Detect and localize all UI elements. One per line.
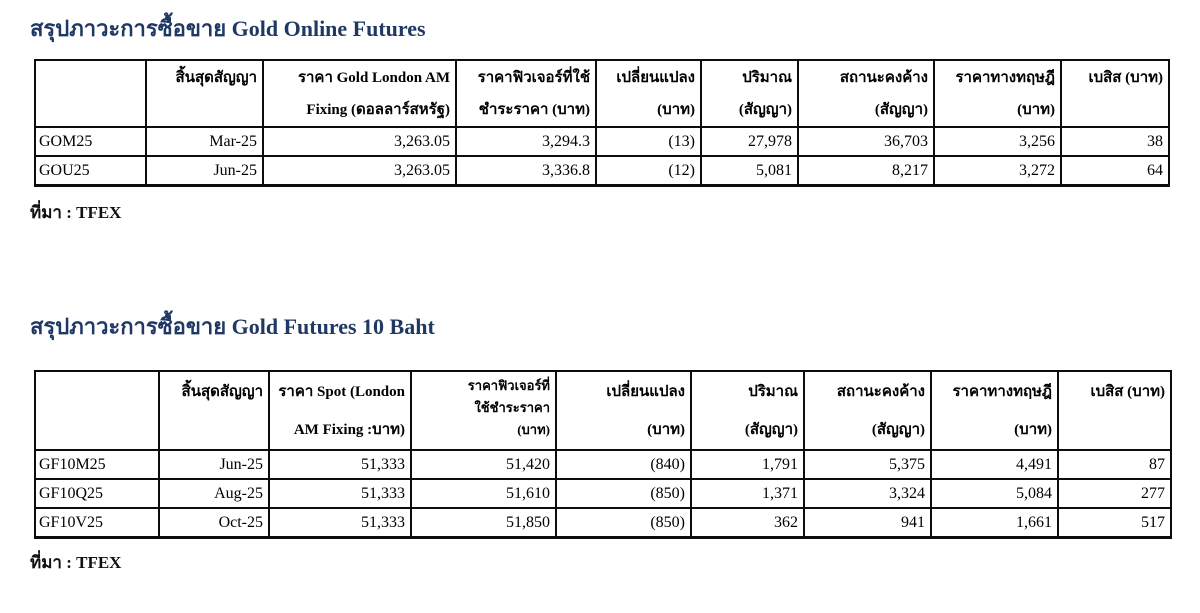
gold-futures-10baht-table: [34, 370, 1172, 539]
section2-title: สรุปภาวะการซื้อขาย Gold Futures 10 Baht: [30, 314, 435, 339]
cell-change: (850): [556, 508, 691, 538]
col-header-change: เปลี่ยนแปลง (บาท): [596, 60, 701, 127]
cell-theoretical-price: 3,256: [934, 127, 1061, 156]
table-row: [35, 508, 1171, 538]
source-note: ที่มา : TFEX: [30, 553, 122, 572]
cell-volume: 362: [691, 508, 804, 538]
cell-spot-price: 51,333: [269, 479, 411, 508]
cell-basis: 517: [1058, 508, 1171, 538]
cell-change: (840): [556, 450, 691, 479]
cell-basis: 277: [1058, 479, 1171, 508]
table2-header-row: [35, 371, 1171, 450]
cell-open-interest: 36,703: [798, 127, 934, 156]
col-header-expiry: สิ้นสุดสัญญา: [146, 60, 263, 127]
col-header-settlement-price: ราคาฟิวเจอร์ที่ใช้ ชำระราคา (บาท): [456, 60, 596, 127]
cell-change: (13): [596, 127, 701, 156]
cell-settlement-price: 3,294.3: [456, 127, 596, 156]
cell-contract: GOU25: [35, 156, 146, 186]
source-note: ที่มา : TFEX: [30, 203, 122, 222]
table-row: [35, 450, 1171, 479]
col-header-open-interest: สถานะคงค้าง (สัญญา): [804, 371, 931, 450]
table1-header-row: [35, 60, 1169, 127]
cell-spot-price: 3,263.05: [263, 156, 456, 186]
col-header-theoretical-price: ราคาทางทฤษฎี (บาท): [931, 371, 1058, 450]
col-header-change: เปลี่ยนแปลง (บาท): [556, 371, 691, 450]
cell-volume: 5,081: [701, 156, 798, 186]
table-row: [35, 479, 1171, 508]
cell-spot-price: 3,263.05: [263, 127, 456, 156]
cell-contract: GOM25: [35, 127, 146, 156]
cell-settlement-price: 51,850: [411, 508, 556, 538]
col-header-spot-price: ราคา Spot (London AM Fixing :บาท): [269, 371, 411, 450]
gold-online-futures-table: [34, 59, 1170, 187]
col-header-volume: ปริมาณ (สัญญา): [691, 371, 804, 450]
cell-volume: 1,371: [691, 479, 804, 508]
cell-basis: 38: [1061, 127, 1169, 156]
cell-volume: 27,978: [701, 127, 798, 156]
cell-theoretical-price: 1,661: [931, 508, 1058, 538]
col-header-theoretical-price: ราคาทางทฤษฎี (บาท): [934, 60, 1061, 127]
cell-contract: GF10M25: [35, 450, 159, 479]
cell-basis: 64: [1061, 156, 1169, 186]
col-header-settlement-price: ราคาฟิวเจอร์ที่ ใช้ชำระราคา (บาท): [411, 371, 556, 450]
col-header-contract: [35, 371, 159, 450]
cell-spot-price: 51,333: [269, 450, 411, 479]
col-header-contract: [35, 60, 146, 127]
cell-open-interest: 941: [804, 508, 931, 538]
cell-expiry: Mar-25: [146, 127, 263, 156]
col-header-volume: ปริมาณ (สัญญา): [701, 60, 798, 127]
cell-expiry: Jun-25: [159, 450, 269, 479]
table-row: [35, 127, 1169, 156]
col-header-expiry: สิ้นสุดสัญญา: [159, 371, 269, 450]
cell-theoretical-price: 4,491: [931, 450, 1058, 479]
table-row: [35, 156, 1169, 186]
cell-open-interest: 3,324: [804, 479, 931, 508]
cell-change: (12): [596, 156, 701, 186]
col-header-basis: เบสิส (บาท): [1058, 371, 1171, 450]
cell-expiry: Jun-25: [146, 156, 263, 186]
section1-title: สรุปภาวะการซื้อขาย Gold Online Futures: [30, 16, 426, 41]
cell-theoretical-price: 5,084: [931, 479, 1058, 508]
cell-volume: 1,791: [691, 450, 804, 479]
cell-contract: GF10V25: [35, 508, 159, 538]
cell-change: (850): [556, 479, 691, 508]
cell-expiry: Aug-25: [159, 479, 269, 508]
cell-contract: GF10Q25: [35, 479, 159, 508]
col-header-open-interest: สถานะคงค้าง (สัญญา): [798, 60, 934, 127]
cell-open-interest: 5,375: [804, 450, 931, 479]
col-header-basis: เบสิส (บาท): [1061, 60, 1169, 127]
cell-theoretical-price: 3,272: [934, 156, 1061, 186]
col-header-spot-price: ราคา Gold London AM Fixing (ดอลลาร์สหรัฐ): [263, 60, 456, 127]
cell-spot-price: 51,333: [269, 508, 411, 538]
cell-open-interest: 8,217: [798, 156, 934, 186]
cell-settlement-price: 3,336.8: [456, 156, 596, 186]
cell-expiry: Oct-25: [159, 508, 269, 538]
cell-basis: 87: [1058, 450, 1171, 479]
cell-settlement-price: 51,610: [411, 479, 556, 508]
cell-settlement-price: 51,420: [411, 450, 556, 479]
